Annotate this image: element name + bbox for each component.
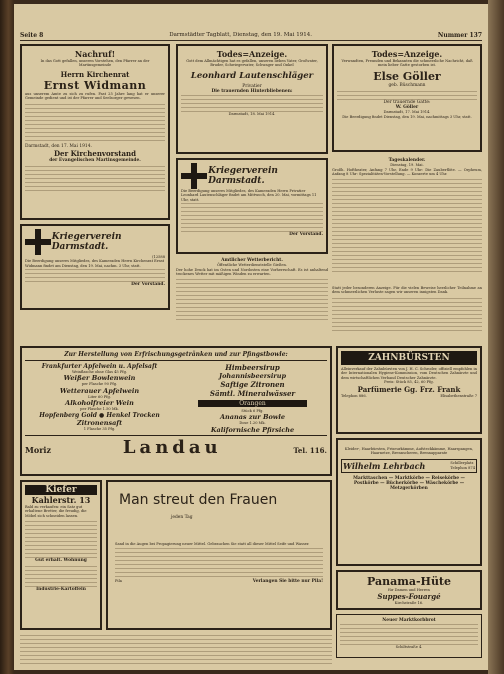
ad-fruit-left-6: Alkoholfreier Wein	[65, 399, 134, 408]
todes-body-2: Gott dem Allmächtigen hat es gefallen, unseren lieben Vater, Großvater, Bruder, Schwiegervater, Schwager und Onkel	[186, 59, 318, 68]
dank-body: Statt jeder besonderen Anzeige. Für die vielen Beweise herzlicher Teilnahme an dem schmerzlichen Verluste sagen wir unseren innigsten Dank.	[332, 286, 482, 295]
ad-fruit-left-3: per Flasche 90 Pfg.	[81, 382, 118, 387]
page-edge	[488, 0, 504, 674]
todes-body-3: Verwandten, Freunden und Bekannten die schmerzliche Nachricht, daß mein lieber Gatte gestorben ist.	[341, 59, 473, 68]
krieger-title-2: Kriegerverein Darmstadt.	[208, 166, 278, 186]
ad-fruit-left-0: Frankfurter Apfelwein u. Apfelsaft	[41, 363, 158, 370]
dank-lines	[332, 295, 482, 331]
ad-fruit-price-1: Dose 1.20 Mk.	[239, 421, 266, 426]
ad-frauen-headline: Man streut den Frauen	[119, 492, 278, 508]
ad-lehrbach-body: Markttaschen — Marktkörbe — Reisekörbe — Postkörbe — Bücherkörbe — Wäschekörbe — Metzgerkörben	[353, 475, 465, 492]
newspaper-page	[14, 4, 488, 670]
ad-fruit-right-4: Orangen	[198, 400, 307, 407]
ad-frauen-sub: jeden Tag	[171, 515, 193, 520]
ad-fruit-left-10: 1 Flasche 35 Pfg.	[83, 426, 116, 431]
wetter-sub: Öffentliche Wetterdienststelle Gießen.	[217, 263, 287, 268]
krieger-body-2: Die Beerdigung unseres Mitgliedes, des Kameraden Herrn Privatier Leonhard Lautenschläger findet am Mittwoch, den 20. Mai, vormittags 11 Uhr, statt.	[181, 189, 317, 202]
ad-panama-shop: Suppes-Fouargé	[377, 592, 441, 602]
todes-place-3: Darmstadt, 17. Mai 1914.	[383, 110, 431, 115]
issue-number: Nummer 137	[437, 31, 482, 39]
page-label: Seite 8	[20, 31, 44, 39]
nachruf-name-1: Herrn Kirchenrat	[60, 69, 130, 79]
ad-zahn-title: ZAHNBÜRSTEN	[341, 351, 477, 365]
tages-body: Großh. Hoftheater, Anfang 7 Uhr, Ende 9 Uhr: Die Zauberflöte. — Orpheum, Anfang 8 Uhr: Spezialitäten-Vorstellung. — Konzerte um 4 Uhr.	[332, 167, 482, 177]
ad-zahn-shop: Parfümerie Gg. Frz. Frank	[357, 384, 461, 394]
column-1	[20, 44, 170, 310]
ad-markt-title: Neuer Marktkorbbrot	[382, 618, 436, 623]
column-3	[332, 44, 482, 344]
todes-notice-2	[176, 44, 328, 154]
ad-fruit-left-7: per Flasche 1.50 Mk.	[80, 407, 119, 412]
ad-fruit-left-8: Hopfenberg Gold ● Henkel Trocken	[39, 411, 160, 419]
ad-fruit-right-0: Himbeersirup	[225, 363, 280, 372]
ad-panama-sub: für Damen und Herren	[388, 588, 430, 592]
wetter-section	[176, 258, 328, 346]
ad-landau-tel: Tel. 116.	[293, 445, 327, 455]
iron-cross-icon	[25, 229, 48, 255]
krieger-lines-2	[181, 202, 323, 232]
ad-zahn-tel: Telephon 886.	[341, 393, 367, 398]
nachruf-name-2: Ernst Widmann	[43, 78, 147, 92]
todes-role-2: Privatier	[242, 83, 262, 89]
nachruf-title: Nachruf!	[74, 49, 116, 59]
ad-panama-title: Panama-Hüte	[366, 575, 452, 588]
paper-date: Darmstädter Tagblatt, Dienstag, den 19. Mai 1914.	[169, 32, 312, 38]
wetter-title: Amtlicher Wetterbericht.	[221, 258, 283, 263]
ad-zahn-body: Alleinverkauf der Zahnbürsten von J. H. C. Schroder, offiziell empfohlen in der Internationalen Hygiene-Kommission, vom Deutschen Zahnärzte und dem wirtschaftlichen Verband Deutscher Zahnärzte.	[341, 367, 477, 380]
wetter-lines	[176, 276, 328, 320]
ad-kiefer-section: Gut erhalt. Wohnung	[35, 558, 87, 564]
ad-lehrbach-tel: Telephon 874	[450, 465, 475, 470]
ad-fruit-left	[25, 363, 174, 434]
nachruf-text-lines	[25, 103, 165, 141]
todes-notice-3	[332, 44, 482, 152]
ad-markt-body: Schiltstraße 4.	[395, 645, 423, 650]
todes-lines-3	[337, 88, 477, 100]
ad-kiefer-lines-2	[25, 563, 97, 587]
wetter-body: Der hohe Druck hat im Osten und Nordosten eine Vorherrschaft. Es ist anhaltend trockenes Wetter mit mäßigen Winden zu erwarten.	[176, 267, 328, 277]
column-2	[176, 44, 328, 346]
nachruf-notice	[20, 44, 170, 220]
ad-fruit-left-4: Wetterauer Apfelwein	[59, 386, 140, 395]
ad-kiefer-street: Kahlerstr. 13	[31, 495, 91, 505]
todes-place-2: Darmstadt, 18. Mai 1914.	[228, 112, 276, 117]
ad-frauen	[106, 480, 332, 630]
krieger-notice-1	[20, 224, 170, 310]
ad-frauen-body: Sand in die Augen bei Propagierung neuer Mittel. Gebrauchen Sie statt all dieser Mittel Seife und Wasser.	[115, 542, 310, 547]
ad-kiefer	[20, 480, 102, 630]
krieger-lines-1	[25, 268, 165, 282]
todes-mourn-3: Der trauernde Gatte:	[383, 100, 431, 106]
krieger-sign-2: Der Vorstand.	[289, 232, 323, 238]
ad-fruit-right-3: Sämtl. Mineralwässer	[209, 389, 296, 398]
nachruf-sign-2: der Evangelischen Martinsgemeinde.	[49, 157, 141, 163]
nachruf-more-lines	[25, 165, 165, 191]
ad-fruit-right	[178, 363, 327, 434]
iron-cross-icon	[181, 163, 204, 189]
book-binding	[0, 0, 14, 674]
krieger-body-1: Die Beerdigung unseres Mitgliedes, des Kameraden Herrn Kirchenrat Ernst Widmann findet am Dienstag, den 19. Mai, nachm. 3 Uhr, statt.	[25, 259, 165, 268]
todes-lines-2	[181, 94, 323, 112]
ad-markt	[336, 614, 482, 658]
todes-title-3: Todes=Anzeige.	[371, 49, 443, 59]
ad-fruit-right-2: Saftige Zitronen	[220, 380, 285, 389]
todes-funeral-3: Die Beerdigung findet Dienstag, den 19. Mai, nachmittags 3 Uhr, statt.	[342, 114, 472, 119]
ad-fruit-left-1: Weinflasche ohne Glas 45 Pfg.	[71, 370, 128, 374]
tages-lines	[332, 176, 482, 272]
ad-frauen-code: Pila	[115, 578, 122, 583]
bottom-text	[20, 634, 332, 664]
ad-panama	[336, 570, 482, 610]
ad-kiefer-industrie: Industrie-Kartoffeln	[36, 587, 86, 593]
todes-name-3b: geb. Büschmann	[388, 82, 426, 88]
ad-fruit-right-6: Kalifornische Pfirsiche	[210, 425, 295, 434]
ad-kiefer-brand: Kiefer	[25, 485, 97, 495]
ad-lehrbach	[336, 438, 482, 566]
ad-kiefer-body: Bald zu verkaufen: ein Satz gut erhaltene Bretter, die freudig, die Möbel sich schneiden lassen.	[25, 505, 87, 518]
tages-title: Tageskalender.	[388, 158, 426, 163]
ad-frauen-footer: Verlangen Sie bitte nur Pila!	[252, 578, 323, 584]
krieger-title-1: Kriegerverein Darmstadt.	[51, 232, 122, 252]
ad-fruit-right-5: Ananas zur Bowle	[220, 413, 285, 422]
ad-landau-brand: Landau	[122, 436, 222, 458]
ad-landau-moriz: Moriz	[25, 444, 51, 455]
ad-lehrbach-addr: Schillerplatz	[450, 461, 474, 466]
ad-lehrbach-top: Kleider-, Haarbürsten, Friseurkämme, Aufsteckkämme, Haarspangen, Haarnetze, Brennscheren, Brennapparate	[344, 447, 474, 456]
ad-frauen-lines	[115, 547, 323, 577]
ad-fruit-title: Zur Herstellung von Erfrischungsgetränken und zur Pfingstbowle:	[64, 351, 288, 358]
page-header	[20, 30, 482, 41]
ad-kiefer-lines	[25, 518, 97, 558]
ad-landau	[20, 346, 332, 476]
ad-zahn-addr: Elisabethenstraße 7	[440, 393, 477, 398]
tages-date: Dienstag, 19. Mai.	[390, 163, 424, 168]
ad-fruit-left-9: Zitronensaft	[76, 418, 123, 427]
tageskalender	[332, 158, 482, 286]
todes-sign-3: W. Göller	[395, 105, 419, 111]
nachruf-body: aus unserem Amte zu sich zu rufen. Fast 25 Jahre lang hat er unserer Gemeinde gedient und ist der Pfarrer und Seelsorger gewesen.	[25, 91, 165, 101]
ad-fruit-right-1: Johannisbeersirup	[219, 372, 286, 380]
krieger-notice-2	[176, 158, 328, 254]
krieger-num-1: (12588	[152, 255, 165, 259]
ad-panama-addr: Kirchstraße 16.	[394, 601, 424, 606]
todes-name-3: Else Göller	[373, 69, 441, 83]
nachruf-place: Darmstadt, den 17. Mai 1914.	[25, 143, 92, 149]
todes-mourn-2: Die trauernden Hinterbliebenen:	[211, 89, 293, 95]
krieger-sign-1: Der Vorstand.	[131, 282, 165, 288]
ad-fruit-left-2: Weißer Bowlenwein	[63, 374, 136, 383]
ad-markt-lines	[340, 623, 478, 645]
ad-zahn-price: Preis: Stück 85, 42, 60 Pfg.	[384, 380, 434, 385]
nachruf-intro: In das Gott gefallen, unseren Vorstehen, den Pfarrer an der Martinsgemeinde	[40, 59, 150, 68]
todes-name-2: Leonhard Lautenschläger	[190, 70, 314, 81]
nachruf-sign-1: Der Kirchenvorstand	[53, 148, 137, 158]
ad-zahnbuersten	[336, 346, 482, 434]
dank-section	[332, 286, 482, 344]
ad-fruit-left-5: Liter 60 Pfg.	[88, 394, 111, 399]
ad-lehrbach-title: Wilhelm Lehrbach	[343, 460, 426, 471]
ad-fruit-price-0: Stück 6 Pfg.	[241, 409, 264, 413]
todes-title-2: Todes=Anzeige.	[216, 49, 288, 59]
